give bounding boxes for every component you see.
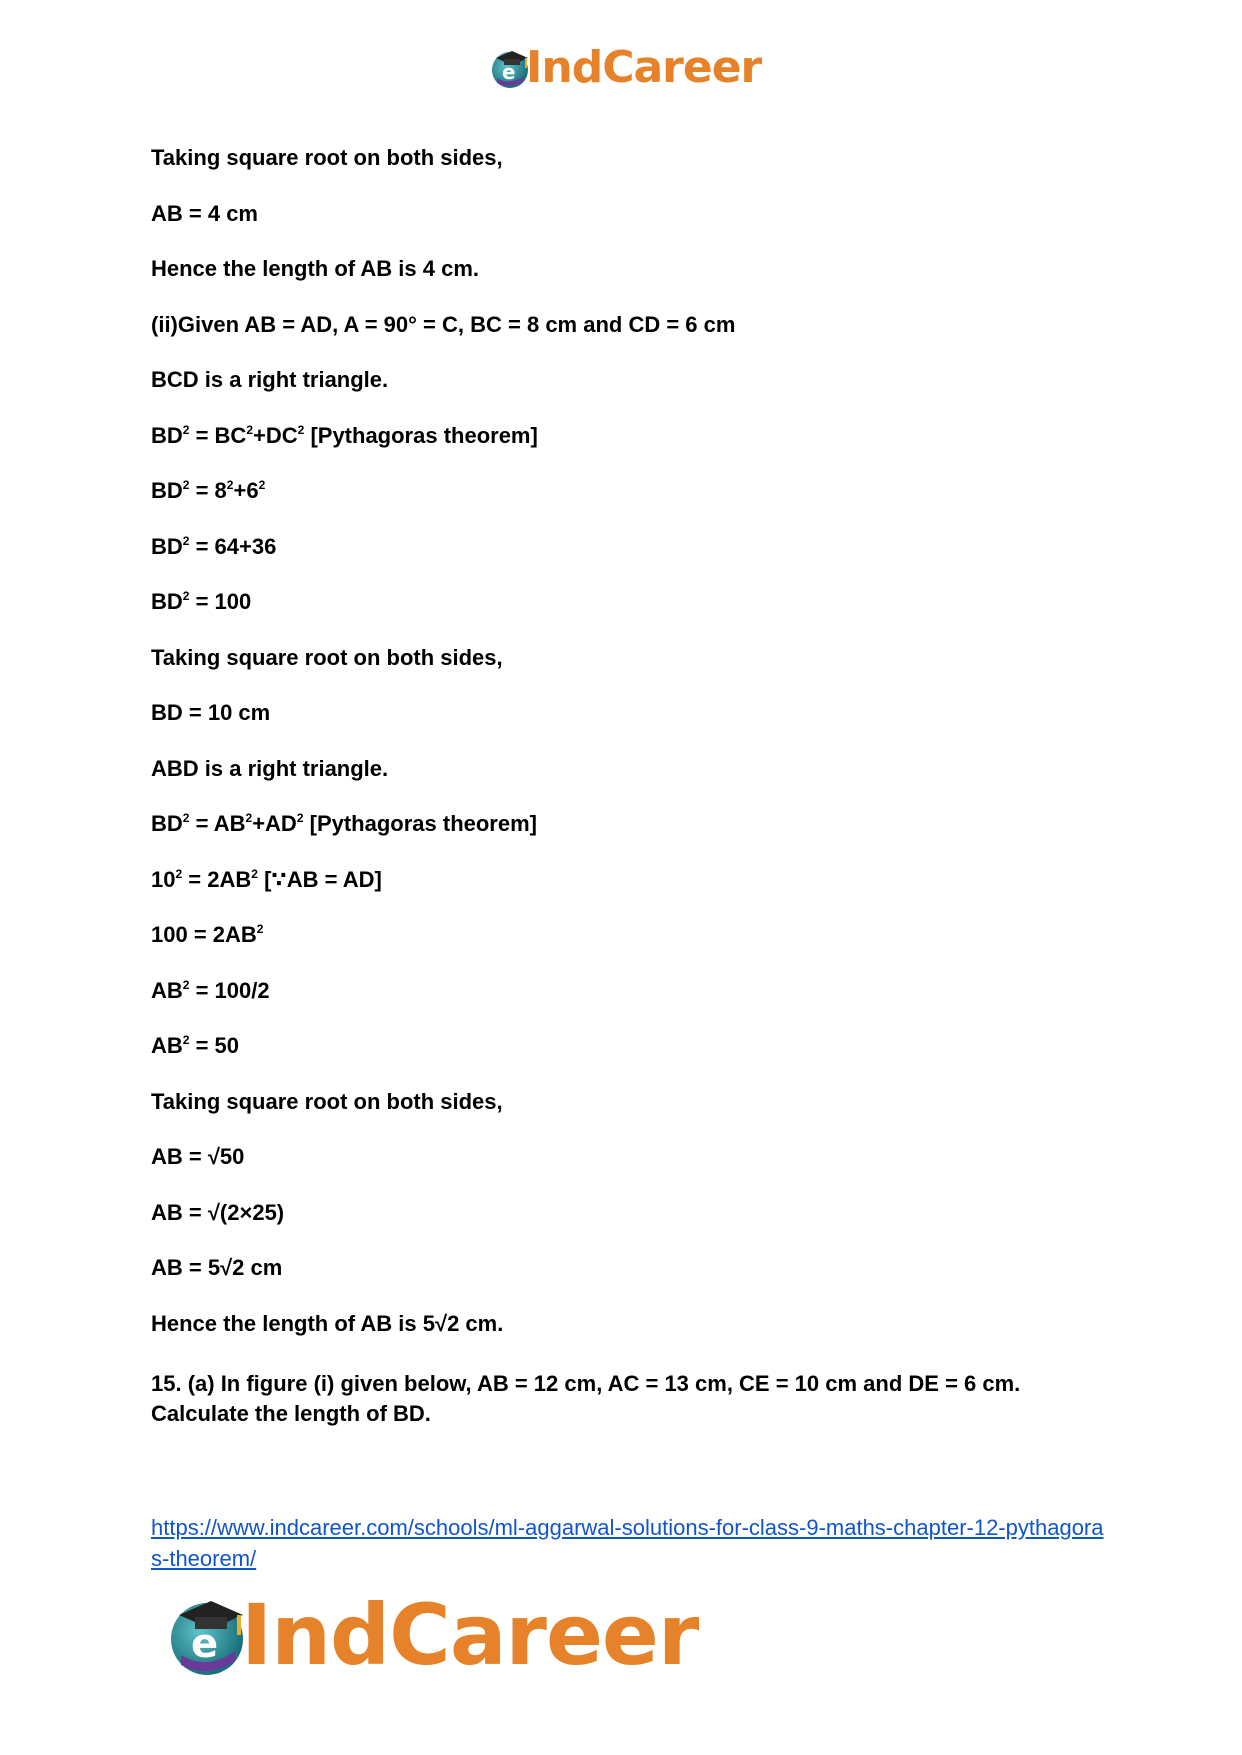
line-text: BD — [151, 533, 183, 559]
solution-line — [151, 1198, 1101, 1228]
solution-line — [151, 1309, 1101, 1339]
line-text: BD — [151, 422, 183, 448]
solution-content — [151, 143, 1101, 1364]
source-link[interactable]: https://www.indcareer.com/schools/ml-aggarwal-solutions-for-class-9-maths-chapter-12-pythagoras-theorem/ — [151, 1515, 1104, 1571]
superscript: 2 — [182, 811, 190, 825]
solution-line — [151, 254, 1101, 284]
superscript: 2 — [258, 478, 266, 492]
line-text: [∵AB = AD] — [257, 866, 382, 892]
superscript: 2 — [175, 866, 183, 881]
header-logo — [488, 44, 761, 92]
solution-line — [151, 365, 1101, 395]
line-text: = 100/2 — [189, 977, 270, 1003]
svg-text:e: e — [191, 1621, 219, 1667]
solution-line — [151, 476, 1101, 506]
solution-line — [151, 809, 1101, 839]
solution-line — [151, 865, 1101, 895]
line-text: = BC — [189, 422, 247, 448]
line-text: ABD is a right triangle. — [151, 755, 389, 781]
solution-line — [151, 643, 1101, 673]
line-text: Taking square root on both sides, — [151, 145, 503, 170]
line-text: = 2AB — [182, 866, 252, 892]
solution-line — [151, 199, 1101, 229]
line-text: BCD is a right triangle. — [151, 367, 389, 392]
line-text: = 100 — [189, 589, 252, 614]
superscript: 2 — [245, 811, 253, 825]
solution-line — [151, 1253, 1101, 1283]
footer-logo — [163, 1586, 699, 1684]
solution-line — [151, 421, 1101, 451]
solution-line — [151, 754, 1101, 784]
superscript: 2 — [182, 589, 190, 603]
line-text: AB = √(2×25) — [151, 1199, 285, 1225]
line-text: BD — [151, 589, 183, 614]
line-text: Hence the length of AB is 5√2 cm. — [151, 1310, 504, 1336]
line-text: AB = 4 cm — [151, 200, 258, 226]
superscript: 2 — [226, 478, 234, 492]
line-text: +DC — [253, 422, 298, 448]
line-text: AB = 5√2 cm — [151, 1255, 283, 1280]
solution-line — [151, 310, 1101, 340]
line-text: +6 — [233, 478, 259, 503]
line-text: AB — [151, 1033, 183, 1058]
solution-line — [151, 698, 1101, 728]
question-15a: 15. (a) In figure (i) given below, AB = 12 cm, AC = 13 cm, CE = 10 cm and DE = 6 cm. Calculate the length of BD. — [151, 1371, 1021, 1426]
line-text: Hence the length of AB is 4 cm. — [151, 256, 480, 281]
line-text: AB — [151, 977, 183, 1003]
line-text: 10 — [151, 866, 176, 892]
solution-line — [151, 1031, 1101, 1061]
line-text: BD — [151, 478, 183, 503]
superscript: 2 — [182, 977, 190, 992]
solution-line — [151, 976, 1101, 1006]
line-text: AB = √50 — [151, 1144, 245, 1169]
svg-text:e: e — [502, 60, 516, 84]
header-brand-name: IndCareer — [526, 42, 762, 93]
superscript: 2 — [182, 533, 190, 548]
superscript: 2 — [296, 811, 304, 825]
line-text: = 8 — [189, 478, 227, 503]
line-text: 100 = 2AB — [151, 922, 257, 947]
superscript: 2 — [182, 1033, 190, 1047]
line-text: (ii)Given AB = AD, A = 90° = C, BC = 8 cm and CD = 6 cm — [151, 311, 736, 337]
line-text: Taking square root on both sides, — [151, 644, 503, 670]
solution-line — [151, 587, 1101, 617]
line-text: = 50 — [189, 1033, 240, 1058]
superscript: 2 — [256, 922, 264, 936]
solution-line — [151, 920, 1101, 950]
solution-line — [151, 1142, 1101, 1172]
line-text: Taking square root on both sides, — [151, 1088, 503, 1114]
footer-brand-name: IndCareer — [241, 1586, 699, 1684]
superscript: 2 — [297, 422, 305, 437]
line-text: = 64+36 — [189, 533, 277, 559]
solution-line — [151, 1087, 1101, 1117]
line-text: BD = 10 cm — [151, 700, 271, 725]
line-text: BD — [151, 811, 183, 836]
solution-line — [151, 532, 1101, 562]
solution-line — [151, 143, 1101, 173]
superscript: 2 — [251, 866, 258, 881]
line-text: [Pythagoras theorem] — [303, 811, 537, 836]
superscript: 2 — [246, 422, 254, 437]
superscript: 2 — [182, 478, 190, 492]
superscript: 2 — [182, 422, 190, 437]
line-text: [Pythagoras theorem] — [304, 422, 538, 448]
line-text: +AD — [252, 811, 297, 836]
graduation-globe-icon — [163, 1591, 251, 1679]
line-text: = AB — [189, 811, 246, 836]
